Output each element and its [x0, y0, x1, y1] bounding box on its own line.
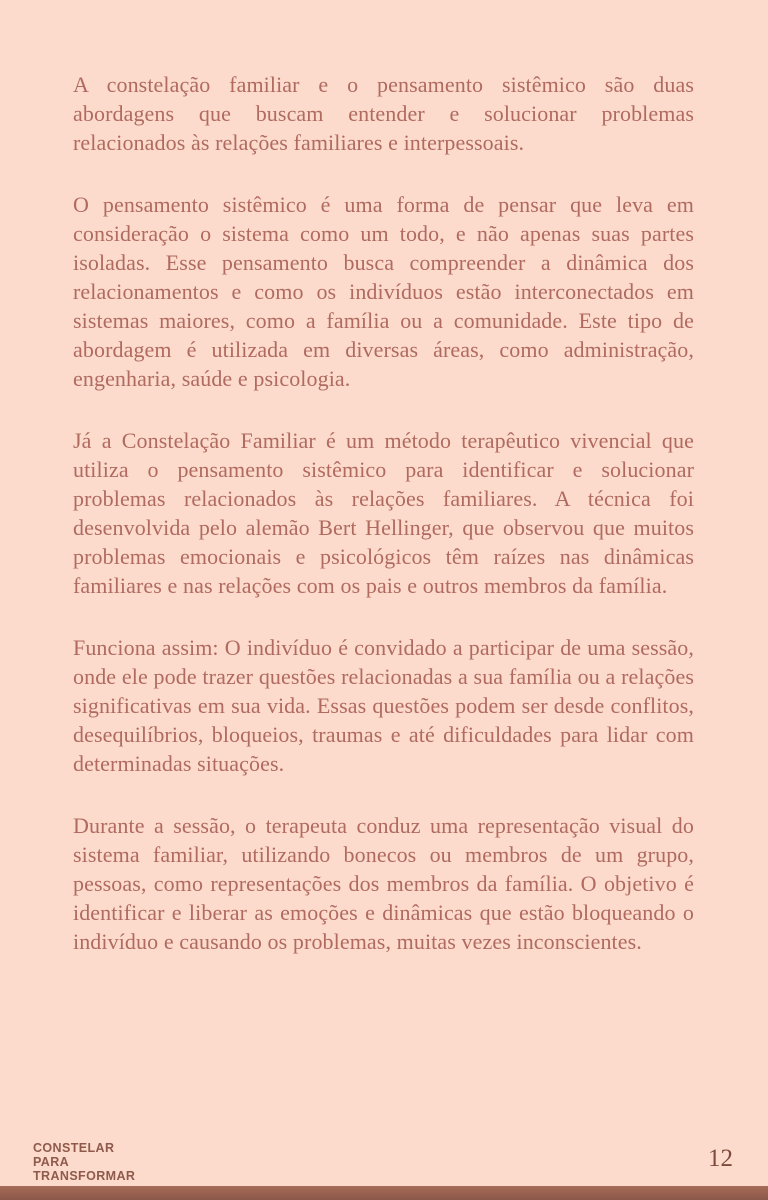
paragraph-intro: A constelação familiar e o pensamento sistêmico são duas abordagens que buscam entender e solucionar problemas relacionados às relações familiares e interpessoais.	[73, 72, 694, 155]
footer-brand-line-1: CONSTELAR	[33, 1141, 115, 1155]
paragraph-session: Durante a sessão, o terapeuta conduz uma representação visual do sistema familiar, utilizando bonecos ou membros de um grupo, pessoas, como representações dos membros da família. O objetivo é identificar e liberar as emoções e dinâmicas que estão bloqueando o indivíduo e causando os problemas, muitas vezes inconscientes.	[73, 813, 694, 954]
body-text	[73, 70, 694, 989]
footer-brand-line-3: TRANSFORMAR	[33, 1169, 136, 1183]
paragraph-systemic-thinking: O pensamento sistêmico é uma forma de pensar que leva em consideração o sistema como um todo, e não apenas suas partes isoladas. Esse pensamento busca compreender a dinâmica dos relacionamentos e como os indivíduos estão interconectados em sistemas maiores, como a família ou a comunidade. Este tipo de abordagem é utilizada em diversas áreas, como administração, engenharia, saúde e psicologia.	[73, 192, 694, 391]
paragraph-family-constellation: Já a Constelação Familiar é um método terapêutico vivencial que utiliza o pensamento sistêmico para identificar e solucionar problemas relacionados às relações familiares. A técnica foi desenvolvida pelo alemão Bert Hellinger, que observou que muitos problemas emocionais e psicológicos têm raízes nas dinâmicas familiares e nas relações com os pais e outros membros da família.	[73, 428, 694, 598]
page-number: 12	[708, 1145, 733, 1172]
bottom-bar	[0, 1186, 768, 1200]
paragraph-how-it-works: Funciona assim: O indivíduo é convidado a participar de uma sessão, onde ele pode trazer questões relacionadas a sua família ou a relações significativas em sua vida. Essas questões podem ser desde conflitos, desequilíbrios, bloqueios, traumas e até dificuldades para lidar com determinadas situações.	[73, 635, 694, 776]
footer-brand-line-2: PARA	[33, 1155, 70, 1169]
footer-brand	[33, 1141, 135, 1183]
